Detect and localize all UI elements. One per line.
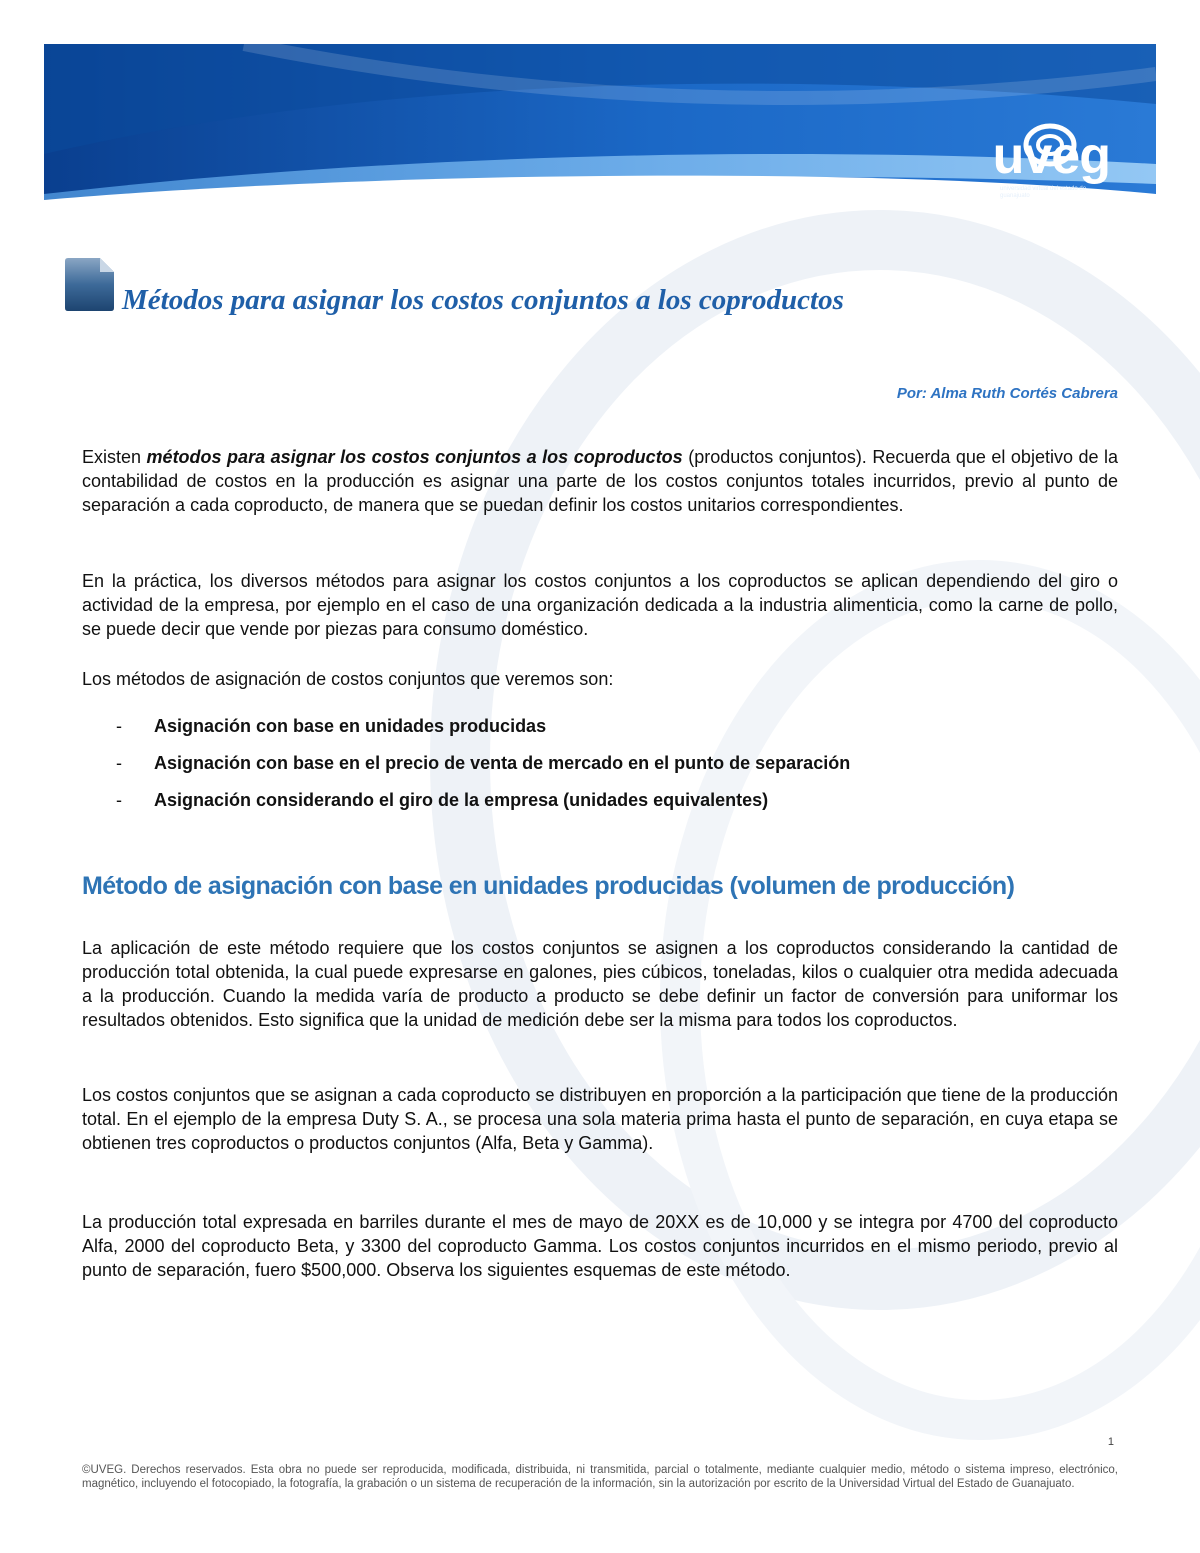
paragraph-3: Los métodos de asignación de costos conjuntos que veremos son: xyxy=(82,669,614,689)
page-title: Métodos para asignar los costos conjuntos a los coproductos xyxy=(122,284,844,316)
paragraph-6: La producción total expresada en barriles durante el mes de mayo de 20XX es de 10,000 y se integra por 4700 del coproducto Alfa, 2000 del coproducto Beta, y 3300 del coproducto Gamma. Los costos conjuntos incurridos en el mismo periodo, previo al punto de separación, fuero $500,000. Observa los siguientes esquemas de este método. xyxy=(82,1212,1118,1280)
document-icon xyxy=(64,256,116,312)
section-heading: Método de asignación con base en unidades producidas (volumen de producción) xyxy=(82,872,1015,900)
list-item: - Asignación con base en unidades producidas xyxy=(116,716,547,736)
intro-paragraph: Existen métodos para asignar los costos conjuntos a los coproductos (productos conjuntos). Recuerda que el objetivo de la contabilidad de costos en la producción es asignar una parte de los costos conjuntos totales incurridos, previo al punto de separación a cada coproducto, de manera que se puedan definir los costos unitarios correspondientes. xyxy=(82,447,1119,515)
brand-logo: uveg xyxy=(992,127,1110,185)
paragraph-2: En la práctica, los diversos métodos para asignar los costos conjuntos a los coproductos se aplican dependiendo del giro o actividad de la empresa, por ejemplo en el caso de una organización dedicada a la industria alimenticia, como la carne de pollo, se puede decir que vende por piezas para consumo doméstico. xyxy=(82,571,1118,639)
methods-list xyxy=(116,714,850,825)
author-line: Por: Alma Ruth Cortés Cabrera xyxy=(896,385,1118,402)
paragraph-4: La aplicación de este método requiere que los costos conjuntos se asignen a los coproductos considerando la cantidad de producción total obtenida, la cual puede expresarse en galones, pies cúbicos, toneladas, kilos o cualquier otra medida adecuada a la producción. Cuando la medida varía de producto a producto se debe definir un factor de conversión para uniformar los resultados obtenidos. Esto significa que la unidad de medición debe ser la misma para todos los coproductos. xyxy=(82,938,1118,1030)
intro-emphasis: métodos para asignar los costos conjuntos a los coproductos xyxy=(146,447,683,467)
header-banner xyxy=(44,44,1156,200)
list-item: - Asignación considerando el giro de la empresa (unidades equivalentes) xyxy=(116,790,769,810)
page-number: 1 xyxy=(1107,1436,1114,1448)
brand-tagline: universidad virtual del estado de guanajuato xyxy=(1000,186,1087,199)
copyright-footer: ©UVEG. Derechos reservados. Esta obra no puede ser reproducida, modificada, distribuida, ni transmitida, parcial o totalmente, mediante cualquier medio, método o sistema impreso, electrónico, magnético, incluyendo el fotocopiado, la fotografía, la grabación o un sistema de recuperación de la información, sin la autorización por escrito de la Universidad Virtual del Estado de Guanajuato. xyxy=(82,1464,1118,1490)
list-item: - Asignación con base en el precio de venta de mercado en el punto de separación xyxy=(116,753,851,773)
paragraph-5: Los costos conjuntos que se asignan a cada coproducto se distribuyen en proporción a la participación que tiene de la producción total. En el ejemplo de la empresa Duty S. A., se procesa una sola materia prima hasta el punto de separación, en cuya etapa se obtienen tres coproductos o productos conjuntos (Alfa, Beta y Gamma). xyxy=(82,1085,1118,1153)
